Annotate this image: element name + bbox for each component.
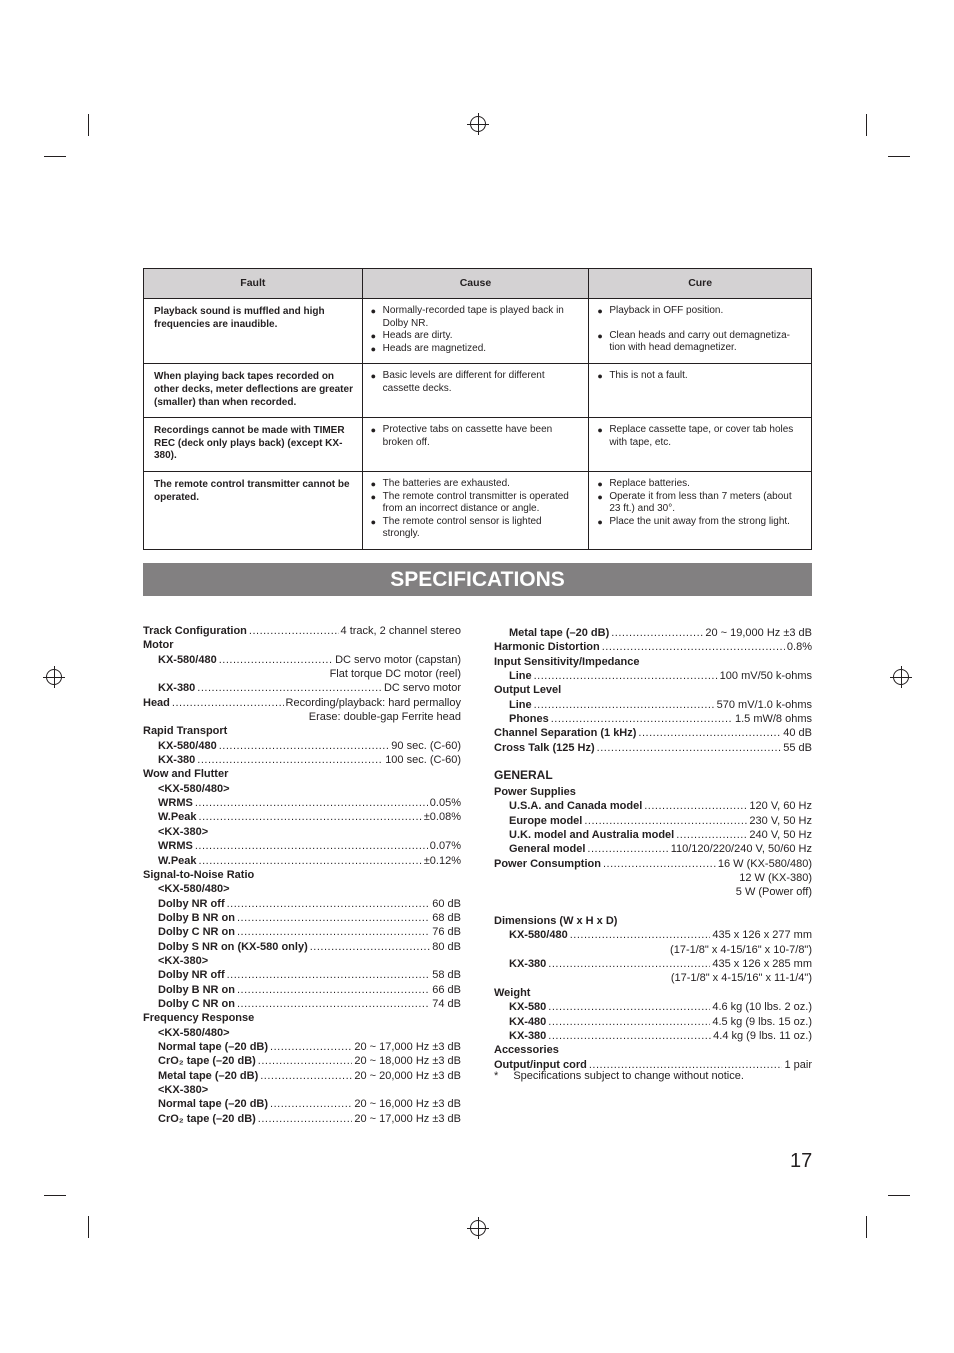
spec-label: Dimensions (W x H x D) xyxy=(494,915,618,928)
spec-row xyxy=(143,1083,461,1097)
spec-value: 4 track, 2 channel stereo xyxy=(340,625,461,637)
cure-item: ● Replace cassette tape, or cover tab holes with tape, etc. xyxy=(597,424,803,449)
spec-label: KX-580/480 xyxy=(158,653,217,666)
spec-label: Signal-to-Noise Ratio xyxy=(143,868,255,881)
spec-value: 435 x 126 x 285 mm xyxy=(712,958,812,971)
spec-row xyxy=(143,767,461,781)
cure-item: ● Playback in OFF position. xyxy=(597,305,803,318)
spec-value: 110/120/220/240 V, 50/60 Hz xyxy=(670,843,812,856)
spec-row xyxy=(494,1015,812,1029)
spec-row xyxy=(494,1000,812,1014)
dot-leader xyxy=(195,796,428,810)
table-row xyxy=(144,299,812,364)
header-cure: Cure xyxy=(589,269,812,299)
spec-value: 68 dB xyxy=(432,911,461,924)
spec-label: U.K. model and Australia model xyxy=(509,829,675,842)
footnote-mark: * xyxy=(494,1070,499,1082)
spec-row xyxy=(143,868,461,882)
spec-row xyxy=(143,825,461,839)
spec-label: Frequency Response xyxy=(143,1012,255,1025)
registration-mark-icon xyxy=(43,666,65,688)
dot-leader xyxy=(534,669,718,683)
spec-row xyxy=(494,928,812,942)
spec-label: Dolby C NR on xyxy=(158,926,235,939)
spec-label: Power Supplies xyxy=(494,786,576,798)
spec-row xyxy=(143,997,461,1011)
spec-value: 120 V, 60 Hz xyxy=(749,800,812,813)
spec-value: Erase: double-gap Ferrite head xyxy=(308,711,461,724)
spec-label: Power Consumption xyxy=(494,857,601,870)
spec-row xyxy=(494,683,812,697)
dot-leader xyxy=(603,857,716,871)
spec-row xyxy=(494,1029,812,1043)
crop-mark xyxy=(88,114,89,136)
spec-value: 100 sec. (C-60) xyxy=(385,754,461,767)
header-cause: Cause xyxy=(362,269,589,299)
spec-row xyxy=(143,810,461,824)
spec-label: Phones xyxy=(509,713,549,726)
spec-value: 16 W (KX-580/480) xyxy=(717,857,812,870)
spec-label: KX-480 xyxy=(509,1015,547,1028)
spec-label: CrO₂ tape (–20 dB) xyxy=(158,1055,256,1068)
spec-value: 20 ~ 20,000 Hz ±3 dB xyxy=(354,1069,461,1082)
spec-row xyxy=(143,1011,461,1025)
spec-label: Accessories xyxy=(494,1044,559,1057)
cause-item: ● Protective tabs on cassette have been broken off. xyxy=(371,424,581,449)
spec-value: DC servo motor (capstan) xyxy=(335,653,461,666)
dot-leader xyxy=(172,696,284,710)
spec-row xyxy=(494,943,812,957)
spec-label: Dolby NR off xyxy=(158,969,225,982)
cure-cell xyxy=(589,299,812,364)
spec-label: KX-380 xyxy=(509,958,547,971)
spec-label: Harmonic Distortion xyxy=(494,641,600,654)
spec-label: KX-380 xyxy=(509,1029,547,1042)
cure-cell xyxy=(589,471,812,549)
specs-left-column xyxy=(143,624,461,1126)
spec-value: 0.8% xyxy=(786,641,812,654)
spec-value: 100 mV/50 k-ohms xyxy=(719,670,812,683)
spec-row xyxy=(143,839,461,853)
spec-label: CrO₂ tape (–20 dB) xyxy=(158,1112,256,1125)
spec-label: Input Sensitivity/Impedance xyxy=(494,655,640,668)
spec-value: 230 V, 50 Hz xyxy=(749,814,812,827)
spec-row xyxy=(143,624,461,638)
spec-label: <KX-580/480> xyxy=(158,782,230,795)
spec-value: 66 dB xyxy=(432,983,461,996)
cure-cell xyxy=(589,418,812,472)
dot-leader xyxy=(602,640,785,654)
dot-leader xyxy=(548,1029,711,1043)
spec-row xyxy=(494,842,812,856)
dot-leader xyxy=(644,799,747,813)
spec-value: 435 x 126 x 277 mm xyxy=(712,929,812,942)
crop-mark xyxy=(888,156,910,157)
spec-label: Normal tape (–20 dB) xyxy=(158,1040,269,1053)
general-heading: GENERAL xyxy=(494,768,553,782)
spec-row xyxy=(143,983,461,997)
spec-row xyxy=(494,828,812,842)
spec-value: 570 mV/1.0 k-ohms xyxy=(716,698,812,711)
spec-value: (17-1/8" x 4-15/16" x 11-1/4") xyxy=(670,972,812,985)
spec-label: Dolby C NR on xyxy=(158,997,235,1010)
registration-mark-icon xyxy=(467,1217,489,1239)
spec-label: Track Configuration xyxy=(143,625,247,637)
cause-cell xyxy=(362,418,589,472)
spec-value: 58 dB xyxy=(432,969,461,982)
spec-value: 0.05% xyxy=(429,797,461,810)
crop-mark xyxy=(44,156,66,157)
spec-label: Line xyxy=(509,670,532,683)
spec-label: <KX-580/480> xyxy=(158,883,230,896)
dot-leader xyxy=(548,957,710,971)
spec-label: Output Level xyxy=(494,684,562,697)
spec-row xyxy=(494,655,812,669)
cause-item: ● Heads are magnetized. xyxy=(371,343,581,356)
cause-cell xyxy=(362,364,589,418)
crop-mark xyxy=(88,1216,89,1238)
spec-row xyxy=(143,911,461,925)
spec-row xyxy=(143,854,461,868)
spec-row xyxy=(494,814,812,828)
spec-value: Flat torque DC motor (reel) xyxy=(329,668,461,681)
spec-row xyxy=(494,741,812,755)
cause-item: ● The remote control transmitter is operated from an incorrect distance or angle. xyxy=(371,491,581,516)
dot-leader xyxy=(195,839,428,853)
dot-leader xyxy=(570,928,711,942)
spec-label: Channel Separation (1 kHz) xyxy=(494,727,637,740)
dot-leader xyxy=(584,814,747,828)
spec-row xyxy=(143,1112,461,1126)
spec-row xyxy=(143,1040,461,1054)
crop-mark xyxy=(866,1216,867,1238)
dot-leader xyxy=(199,854,422,868)
spec-value: 240 V, 50 Hz xyxy=(749,829,812,842)
spec-label: <KX-580/480> xyxy=(158,1026,230,1039)
spec-label: <KX-380> xyxy=(158,825,209,838)
spec-row xyxy=(143,954,461,968)
spec-value: ±0.12% xyxy=(423,854,461,867)
cause-item: ● Basic levels are different for different cassette decks. xyxy=(371,370,581,395)
cure-item: ● Clean heads and carry out demagnetiza-tion with head demagnetizer. xyxy=(597,330,803,355)
dot-leader xyxy=(310,940,431,954)
spec-row xyxy=(143,739,461,753)
spec-row xyxy=(143,796,461,810)
cause-item: ● The remote control sensor is lighted strongly. xyxy=(371,516,581,541)
dot-leader xyxy=(597,741,782,755)
spec-label: Europe model xyxy=(509,814,583,827)
spec-row xyxy=(494,914,812,928)
dot-leader xyxy=(611,626,703,640)
footnote xyxy=(494,1070,744,1082)
footnote-text: Specifications subject to change without notice. xyxy=(513,1070,744,1082)
spec-value: 40 dB xyxy=(783,727,812,740)
spec-row xyxy=(494,712,812,726)
specs-right-column-top xyxy=(494,626,812,755)
spec-row xyxy=(143,1026,461,1040)
spec-label: Weight xyxy=(494,986,531,999)
spec-label: KX-580/480 xyxy=(158,739,217,752)
spec-row xyxy=(494,698,812,712)
dot-leader xyxy=(237,925,430,939)
dot-leader xyxy=(199,810,422,824)
dot-leader xyxy=(249,624,339,638)
specifications-heading: SPECIFICATIONS xyxy=(143,563,812,596)
registration-mark-icon xyxy=(467,113,489,135)
spec-label: W.Peak xyxy=(158,854,197,867)
spec-value: DC servo motor xyxy=(383,682,461,695)
spec-value: 0.07% xyxy=(429,840,461,853)
dot-leader xyxy=(548,1015,710,1029)
spec-label: Rapid Transport xyxy=(143,725,228,738)
dot-leader xyxy=(219,739,390,753)
spec-value: 1 pair xyxy=(784,1058,812,1071)
fault-cell: Recordings cannot be made with TIMER REC (deck only plays back) (except KX-380). xyxy=(144,418,363,472)
spec-row xyxy=(143,724,461,738)
spec-value: 4.6 kg (10 lbs. 2 oz.) xyxy=(712,1001,812,1014)
spec-row xyxy=(143,882,461,896)
spec-label: Dolby B NR on xyxy=(158,983,235,996)
spec-value: 76 dB xyxy=(432,926,461,939)
spec-label: Wow and Flutter xyxy=(143,768,229,781)
dot-leader xyxy=(270,1040,352,1054)
spec-value: 20 ~ 19,000 Hz ±3 dB xyxy=(705,627,812,639)
spec-row xyxy=(494,1043,812,1057)
spec-label: Head xyxy=(143,696,170,709)
crop-mark xyxy=(888,1195,910,1196)
spec-value: ±0.08% xyxy=(423,811,461,824)
spec-row xyxy=(494,971,812,985)
spec-value: 20 ~ 18,000 Hz ±3 dB xyxy=(354,1055,461,1068)
spec-label: Dolby NR off xyxy=(158,897,225,910)
spec-label: Line xyxy=(509,698,532,711)
spec-value: 80 dB xyxy=(432,940,461,953)
dot-leader xyxy=(638,726,781,740)
cause-item: ● The batteries are exhausted. xyxy=(371,478,581,491)
spec-value: 55 dB xyxy=(783,741,812,754)
spec-value: 4.5 kg (9 lbs. 15 oz.) xyxy=(712,1015,812,1028)
crop-mark xyxy=(866,114,867,136)
spec-value: 74 dB xyxy=(432,997,461,1010)
fault-cell: When playing back tapes recorded on other decks, meter deflections are greater (smaller) than when recorded. xyxy=(144,364,363,418)
spec-row xyxy=(494,626,812,640)
spec-label: KX-580/480 xyxy=(509,929,568,942)
spec-row xyxy=(494,785,812,799)
dot-leader xyxy=(237,911,430,925)
spec-row xyxy=(143,653,461,667)
spec-row xyxy=(143,681,461,695)
spec-row xyxy=(143,667,461,681)
spec-row xyxy=(143,753,461,767)
spec-row xyxy=(494,726,812,740)
spec-row xyxy=(494,986,812,1000)
spec-label: Metal tape (–20 dB) xyxy=(158,1069,259,1082)
spec-value: 1.5 mW/8 ohms xyxy=(734,713,812,726)
spec-value: 20 ~ 16,000 Hz ±3 dB xyxy=(354,1098,461,1111)
spec-value: Recording/playback: hard permalloy xyxy=(285,696,461,709)
spec-value: 90 sec. (C-60) xyxy=(391,739,461,752)
spec-row xyxy=(143,897,461,911)
table-row xyxy=(144,364,812,418)
cure-cell xyxy=(589,364,812,418)
spec-label: WRMS xyxy=(158,797,193,810)
table-row xyxy=(144,471,812,549)
page-number: 17 xyxy=(790,1150,813,1172)
cause-cell xyxy=(362,299,589,364)
dot-leader xyxy=(197,681,382,695)
spec-value: 60 dB xyxy=(432,897,461,910)
dot-leader xyxy=(534,698,715,712)
spec-row xyxy=(143,1054,461,1068)
spec-row xyxy=(494,885,812,899)
dot-leader xyxy=(219,653,333,667)
spec-row xyxy=(143,782,461,796)
table-header-row xyxy=(144,269,812,299)
spec-row xyxy=(494,871,812,885)
cause-item: ● Normally-recorded tape is played back in Dolby NR. xyxy=(371,305,581,330)
crop-mark xyxy=(44,1195,66,1196)
spec-row xyxy=(143,638,461,652)
spec-label: Metal tape (–20 dB) xyxy=(509,627,610,639)
spec-value: 20 ~ 17,000 Hz ±3 dB xyxy=(354,1112,461,1125)
table-row xyxy=(144,418,812,472)
registration-mark-icon xyxy=(890,666,912,688)
spec-label: <KX-380> xyxy=(158,954,209,967)
specs-right-column-general xyxy=(494,785,812,1072)
spec-label: General model xyxy=(509,843,586,856)
spec-value: 20 ~ 17,000 Hz ±3 dB xyxy=(354,1040,461,1053)
header-fault: Fault xyxy=(144,269,363,299)
spec-label: Dolby S NR on (KX-580 only) xyxy=(158,940,308,953)
spec-row xyxy=(494,799,812,813)
spec-label: Output/input cord xyxy=(494,1058,587,1071)
spec-value: (17-1/8" x 4-15/16" x 10-7/8") xyxy=(670,943,812,956)
spec-label: U.S.A. and Canada model xyxy=(509,800,643,813)
dot-leader xyxy=(197,753,383,767)
spec-row xyxy=(494,900,812,914)
dot-leader xyxy=(270,1097,352,1111)
spec-row xyxy=(494,669,812,683)
spec-label: KX-380 xyxy=(158,754,196,767)
dot-leader xyxy=(587,842,668,856)
spec-row xyxy=(494,957,812,971)
dot-leader xyxy=(237,983,430,997)
spec-label: Motor xyxy=(143,639,174,652)
fault-cell: Playback sound is muffled and high frequencies are inaudible. xyxy=(144,299,363,364)
spec-label: KX-580 xyxy=(509,1001,547,1014)
spec-label: KX-380 xyxy=(158,682,196,695)
spec-label: W.Peak xyxy=(158,811,197,824)
cure-item: ● Replace batteries. xyxy=(597,478,803,491)
spec-label: WRMS xyxy=(158,840,193,853)
spec-value: 4.4 kg (9 lbs. 11 oz.) xyxy=(713,1029,812,1042)
cause-cell xyxy=(362,471,589,549)
spec-row xyxy=(143,696,461,710)
cure-item: ● Place the unit away from the strong light. xyxy=(597,516,803,529)
spec-label: Normal tape (–20 dB) xyxy=(158,1098,269,1111)
cure-item: ● This is not a fault. xyxy=(597,370,803,383)
dot-leader xyxy=(548,1000,710,1014)
cure-item: ● Operate it from less than 7 meters (about 23 ft.) and 30°. xyxy=(597,491,803,516)
dot-leader xyxy=(260,1069,352,1083)
dot-leader xyxy=(227,897,431,911)
spec-row xyxy=(494,857,812,871)
spec-label: <KX-380> xyxy=(158,1084,209,1096)
spec-value: 12 W (KX-380) xyxy=(739,872,812,885)
spec-label: Cross Talk (125 Hz) xyxy=(494,741,595,754)
troubleshooting-table xyxy=(143,268,812,550)
fault-cell: The remote control transmitter cannot be operated. xyxy=(144,471,363,549)
dot-leader xyxy=(676,828,747,842)
dot-leader xyxy=(237,997,430,1011)
spec-row xyxy=(143,710,461,724)
dot-leader xyxy=(227,968,431,982)
spec-label: Dolby B NR on xyxy=(158,911,235,924)
spec-value: 5 W (Power off) xyxy=(735,886,812,899)
spec-row xyxy=(143,1069,461,1083)
spec-row xyxy=(143,940,461,954)
spec-row xyxy=(143,968,461,982)
spec-row xyxy=(143,925,461,939)
spec-row xyxy=(494,640,812,654)
dot-leader xyxy=(258,1112,353,1126)
dot-leader xyxy=(258,1054,353,1068)
spec-row xyxy=(143,1097,461,1111)
cause-item: ● Heads are dirty. xyxy=(371,330,581,343)
dot-leader xyxy=(551,712,733,726)
